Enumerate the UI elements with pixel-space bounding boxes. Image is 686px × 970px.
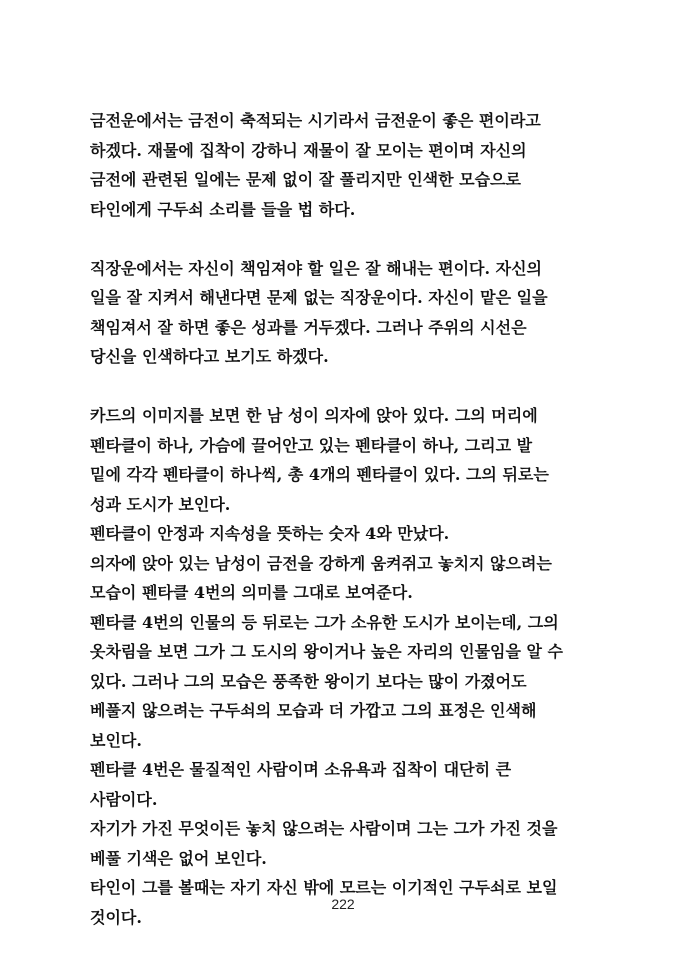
text-line: 카드의 이미지를 보면 한 남 성이 의자에 앉아 있다. 그의 머리에 — [90, 406, 538, 425]
text-line: 일을 잘 지켜서 해낸다면 문제 없는 직장운이다. 자신이 맡은 일을 — [90, 288, 548, 307]
text-line: 펜타클이 하나, 가슴에 끌어안고 있는 펜타클이 하나, 그리고 발 — [90, 435, 533, 455]
text-line: 펜타클이 안정과 지속성을 뜻하는 숫자 4와 만났다. — [90, 524, 450, 543]
text-line: 보인다. — [90, 730, 142, 750]
text-line: 펜타클 4번은 물질적인 사람이며 소유욕과 집착이 대단히 큰 — [90, 760, 512, 779]
text-line: 의자에 앉아 있는 남성이 금전을 강하게 움켜쥐고 놓치지 않으려는 — [90, 553, 552, 573]
text-line: 베풀지 않으려는 구두쇠의 모습과 더 가깝고 그의 표정은 인색해 — [90, 701, 537, 720]
paragraph-gap — [90, 372, 596, 402]
paragraph-finance-luck — [90, 106, 596, 224]
text-line: 직장운에서는 자신이 책임져야 할 일은 잘 해내는 편이다. 자신의 — [90, 258, 542, 278]
text-line: 펜타클 4번의 인물의 등 뒤로는 그가 소유한 도시가 보이는데, 그의 — [90, 612, 559, 632]
text-line: 책임져서 잘 하면 좋은 성과를 거두겠다. 그러나 주위의 시선은 — [90, 317, 527, 337]
text-line: 밑에 각각 펜타클이 하나씩, 총 4개의 펜타클이 있다. 그의 뒤로는 — [90, 465, 549, 484]
text-line: 금전운에서는 금전이 축적되는 시기라서 금전운이 좋은 편이라고 — [90, 111, 541, 130]
text-line: 성과 도시가 보인다. — [90, 494, 231, 514]
text-line: 사람이다. — [90, 789, 158, 809]
text-line: 옷차림을 보면 그가 그 도시의 왕이거나 높은 자리의 인물임을 알 수 — [90, 642, 564, 661]
text-line: 베풀 기색은 없어 보인다. — [90, 848, 267, 868]
paragraph-card-image — [90, 401, 596, 932]
text-line: 자기가 가진 무엇이든 놓치 않으려는 사람이며 그는 그가 가진 것을 — [90, 819, 558, 838]
body-text — [90, 106, 596, 932]
text-line: 모습이 펜타클 4번의 의미를 그대로 보여준다. — [90, 583, 413, 602]
text-line: 것이다. — [90, 907, 142, 927]
text-line: 당신을 인색하다고 보기도 하겠다. — [90, 347, 329, 366]
text-line: 있다. 그러나 그의 모습은 풍족한 왕이기 보다는 많이 가졌어도 — [90, 671, 527, 691]
page-number: 222 — [331, 896, 355, 912]
text-line: 타인이 그를 볼때는 자기 자신 밖에 모르는 이기적인 구두쇠로 보일 — [90, 878, 558, 897]
text-line: 하겠다. 재물에 집착이 강하니 재물이 잘 모이는 편이며 자신의 — [90, 140, 527, 160]
text-line: 금전에 관련된 일에는 문제 없이 잘 풀리지만 인색한 모습으로 — [90, 170, 521, 189]
paragraph-career-luck — [90, 254, 596, 372]
text-line: 타인에게 구두쇠 소리를 들을 법 하다. — [90, 199, 356, 219]
paragraph-gap — [90, 224, 596, 254]
